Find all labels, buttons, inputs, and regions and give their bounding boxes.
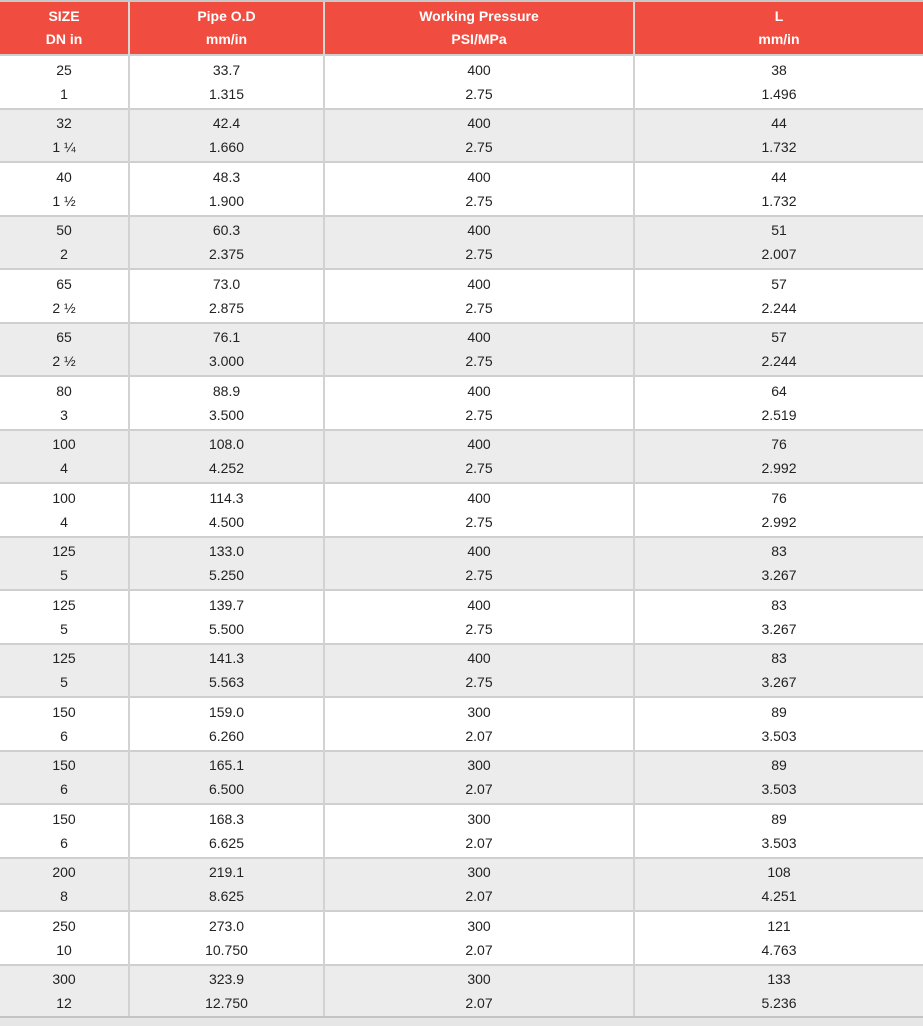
cell-pipe-od [129,162,324,216]
table-row [0,269,923,323]
cell-size-line1: 100 [52,489,76,506]
cell-size [0,269,129,323]
cell-pipe-od-line1: 114.3 [209,489,244,506]
cell-pipe-od [129,323,324,377]
cell-pipe-od [129,644,324,698]
cell-size-line1: 125 [52,650,76,667]
cell-l-line1: 64 [771,382,787,399]
cell-pipe-od-line1: 60.3 [212,222,241,239]
cell-pipe-od-line2: 5.500 [208,620,245,637]
cell-pipe-od-line1: 273.0 [208,917,245,934]
cell-pipe-od-line1: 139.7 [208,596,245,613]
cell-working-pressure-line1: 400 [467,489,491,506]
cell-l [634,216,923,270]
cell-working-pressure-line2: 2.07 [465,781,493,798]
cell-l-line2: 3.503 [761,727,797,744]
cell-l [634,430,923,484]
cell-l-line1: 121 [767,917,791,934]
cell-working-pressure-line1: 400 [467,543,491,560]
cell-working-pressure-line2: 2.75 [465,406,493,423]
cell-size [0,590,129,644]
pipe-spec-table [0,2,923,1017]
cell-pipe-od [129,697,324,751]
cell-working-pressure-line1: 400 [467,61,491,78]
table-row [0,323,923,377]
cell-size-line1: 125 [52,543,76,560]
cell-l-line1: 57 [771,329,787,346]
cell-size-line1: 50 [56,222,72,239]
header-size-line2: DN in [45,31,83,47]
cell-l [634,965,923,1018]
cell-working-pressure-line1: 400 [467,168,491,185]
cell-size [0,483,129,537]
cell-l-line2: 2.244 [761,299,797,316]
header-size-line1: SIZE [48,8,80,24]
bottom-divider [0,1016,923,1026]
cell-l-line2: 1.732 [761,192,797,209]
cell-working-pressure-line2: 2.07 [465,727,493,744]
cell-l-line2: 3.503 [761,781,797,798]
cell-size-line2: 4 [60,513,68,530]
cell-working-pressure [324,590,634,644]
cell-pipe-od-line1: 48.3 [212,168,241,185]
cell-size-line1: 100 [52,436,76,453]
cell-size-line2: 5 [60,620,68,637]
cell-working-pressure-line1: 400 [467,222,491,239]
cell-l-line2: 3.267 [761,567,797,584]
cell-pipe-od-line2: 2.375 [208,246,245,263]
table-row [0,537,923,591]
table-row [0,376,923,430]
cell-pipe-od-line1: 133.0 [208,543,245,560]
cell-l-line1: 89 [771,703,787,720]
cell-pipe-od-line2: 1.315 [208,85,245,102]
cell-size-line1: 150 [52,703,76,720]
cell-size-line1: 250 [52,917,76,934]
cell-size-line2: 2 ½ [52,353,76,370]
cell-working-pressure-line1: 400 [467,329,491,346]
cell-size [0,751,129,805]
cell-pipe-od [129,858,324,912]
cell-pipe-od [129,751,324,805]
cell-size [0,644,129,698]
cell-pipe-od-line2: 12.750 [205,995,248,1012]
cell-pipe-od-line2: 5.250 [208,567,245,584]
cell-l [634,804,923,858]
cell-size-line1: 40 [56,168,72,185]
cell-l-line2: 1.496 [761,85,797,102]
cell-pipe-od-line2: 4.252 [208,460,245,477]
cell-pipe-od-line1: 165.1 [208,757,245,774]
cell-working-pressure-line1: 300 [467,917,491,934]
cell-working-pressure-line2: 2.75 [465,139,493,156]
table-row [0,216,923,270]
cell-pipe-od [129,55,324,109]
cell-l [634,55,923,109]
cell-l [634,269,923,323]
cell-pipe-od-line2: 2.875 [208,299,245,316]
cell-l-line1: 38 [771,61,787,78]
cell-working-pressure-line2: 2.07 [465,995,493,1012]
cell-l-line1: 83 [771,543,787,560]
cell-size [0,162,129,216]
cell-working-pressure [324,911,634,965]
cell-pipe-od-line2: 1.900 [208,192,245,209]
cell-size-line2: 5 [60,674,68,691]
cell-working-pressure [324,858,634,912]
cell-working-pressure-line2: 2.07 [465,888,493,905]
cell-size-line2: 1 ½ [52,192,76,209]
cell-working-pressure [324,537,634,591]
cell-pipe-od [129,216,324,270]
cell-pipe-od-line1: 168.3 [208,810,245,827]
cell-working-pressure [324,965,634,1018]
table-row [0,590,923,644]
cell-l [634,376,923,430]
cell-l-line1: 44 [771,168,787,185]
cell-working-pressure-line2: 2.75 [465,192,493,209]
cell-l [634,911,923,965]
cell-l-line1: 108 [767,864,791,881]
cell-pipe-od [129,430,324,484]
cell-working-pressure-line1: 300 [467,864,491,881]
cell-pipe-od-line2: 3.500 [208,406,245,423]
cell-working-pressure [324,483,634,537]
cell-l [634,697,923,751]
cell-size [0,430,129,484]
cell-size [0,804,129,858]
cell-pipe-od-line1: 141.3 [208,650,245,667]
cell-size [0,911,129,965]
cell-l-line2: 2.244 [761,353,797,370]
cell-working-pressure-line2: 2.75 [465,674,493,691]
table-row [0,55,923,109]
cell-l [634,483,923,537]
cell-l-line1: 89 [771,757,787,774]
cell-working-pressure [324,55,634,109]
cell-l-line2: 1.732 [761,139,797,156]
table-header [0,2,923,55]
cell-size [0,965,129,1018]
cell-pipe-od-line2: 5.563 [208,674,245,691]
cell-size [0,323,129,377]
cell-size [0,858,129,912]
cell-working-pressure [324,644,634,698]
cell-working-pressure-line1: 300 [467,703,491,720]
table-row [0,804,923,858]
cell-working-pressure [324,269,634,323]
cell-l [634,537,923,591]
table-row [0,751,923,805]
cell-size-line1: 150 [52,810,76,827]
cell-working-pressure-line1: 400 [467,382,491,399]
cell-l [634,590,923,644]
cell-l [634,162,923,216]
cell-l-line2: 2.007 [761,246,797,263]
cell-size-line2: 5 [60,567,68,584]
cell-working-pressure-line1: 300 [467,810,491,827]
cell-size-line2: 12 [56,995,72,1012]
table-row [0,109,923,163]
cell-size [0,109,129,163]
cell-l-line2: 4.763 [761,941,797,958]
header-working-pressure [324,2,634,55]
header-working-pressure-line2: PSI/MPa [451,31,507,47]
cell-l-line1: 76 [771,436,787,453]
cell-working-pressure-line2: 2.75 [465,567,493,584]
table-row [0,430,923,484]
cell-pipe-od-line1: 323.9 [208,971,245,988]
cell-l-line1: 89 [771,810,787,827]
header-pipe-od-line1: Pipe O.D [197,8,256,24]
cell-l-line2: 2.992 [761,513,797,530]
table-row [0,644,923,698]
cell-l [634,858,923,912]
cell-size-line1: 300 [52,971,76,988]
cell-size-line2: 8 [60,888,68,905]
cell-working-pressure [324,109,634,163]
cell-size-line1: 32 [56,115,72,132]
cell-pipe-od [129,590,324,644]
cell-working-pressure-line1: 300 [467,757,491,774]
cell-size [0,376,129,430]
cell-working-pressure-line1: 400 [467,275,491,292]
cell-working-pressure-line2: 2.75 [465,513,493,530]
header-pipe-od-line2: mm/in [205,31,248,47]
cell-working-pressure-line1: 400 [467,115,491,132]
cell-working-pressure [324,216,634,270]
cell-pipe-od-line1: 73.0 [212,275,241,292]
cell-l-line1: 83 [771,650,787,667]
cell-l-line2: 2.992 [761,460,797,477]
header-l-line2: mm/in [758,31,800,47]
cell-working-pressure-line2: 2.75 [465,353,493,370]
cell-l-line2: 3.503 [761,834,797,851]
cell-size [0,216,129,270]
cell-working-pressure-line1: 400 [467,596,491,613]
cell-pipe-od [129,911,324,965]
cell-l-line1: 57 [771,275,787,292]
table-body [0,55,923,1017]
cell-working-pressure-line2: 2.75 [465,85,493,102]
cell-pipe-od [129,537,324,591]
cell-pipe-od-line1: 42.4 [212,115,241,132]
cell-pipe-od-line2: 4.500 [208,513,245,530]
cell-l [634,751,923,805]
cell-working-pressure-line1: 300 [467,971,491,988]
header-size [0,2,129,55]
cell-size-line1: 200 [52,864,76,881]
cell-l-line1: 83 [771,596,787,613]
cell-working-pressure-line2: 2.75 [465,460,493,477]
cell-working-pressure-line2: 2.07 [465,941,493,958]
cell-size-line2: 1 [60,85,68,102]
cell-pipe-od [129,376,324,430]
cell-working-pressure-line2: 2.75 [465,246,493,263]
cell-working-pressure [324,804,634,858]
cell-pipe-od-line2: 8.625 [208,888,245,905]
cell-l [634,644,923,698]
cell-working-pressure-line1: 400 [467,650,491,667]
cell-size-line1: 65 [56,329,72,346]
cell-pipe-od-line1: 159.0 [208,703,245,720]
table-row [0,911,923,965]
cell-size-line2: 6 [60,727,68,744]
cell-working-pressure [324,376,634,430]
cell-l [634,109,923,163]
header-l-line1: L [774,8,784,24]
cell-pipe-od-line2: 6.625 [208,834,245,851]
cell-pipe-od-line1: 219.1 [208,864,245,881]
cell-l-line1: 51 [771,222,787,239]
cell-size [0,55,129,109]
table-row [0,965,923,1018]
table-row [0,697,923,751]
cell-pipe-od-line1: 33.7 [212,61,241,78]
cell-working-pressure-line2: 2.75 [465,620,493,637]
cell-working-pressure [324,162,634,216]
cell-size-line2: 10 [56,941,72,958]
cell-working-pressure-line1: 400 [467,436,491,453]
cell-l-line2: 5.236 [761,995,797,1012]
cell-size [0,537,129,591]
cell-size-line1: 150 [52,757,76,774]
cell-l [634,323,923,377]
cell-l-line1: 133 [767,971,791,988]
table-row [0,162,923,216]
cell-pipe-od-line1: 88.9 [212,382,241,399]
cell-pipe-od-line2: 10.750 [205,941,248,958]
cell-working-pressure [324,697,634,751]
cell-pipe-od [129,269,324,323]
cell-size-line2: 1 ¼ [52,139,76,156]
cell-pipe-od [129,483,324,537]
header-row [0,2,923,55]
cell-size-line2: 6 [60,834,68,851]
cell-pipe-od-line2: 6.500 [208,781,245,798]
cell-working-pressure-line2: 2.75 [465,299,493,316]
cell-size-line2: 6 [60,781,68,798]
cell-size-line2: 2 ½ [52,299,76,316]
cell-working-pressure [324,430,634,484]
cell-pipe-od-line2: 1.660 [208,139,245,156]
cell-working-pressure [324,751,634,805]
header-l [634,2,923,55]
table-row [0,858,923,912]
cell-working-pressure [324,323,634,377]
cell-l-line2: 4.251 [761,888,797,905]
cell-l-line2: 2.519 [761,406,797,423]
cell-size [0,697,129,751]
cell-pipe-od [129,965,324,1018]
table-row [0,483,923,537]
cell-l-line1: 76 [771,489,787,506]
cell-size-line1: 80 [56,382,72,399]
cell-size-line1: 65 [56,275,72,292]
cell-size-line1: 125 [52,596,76,613]
cell-l-line2: 3.267 [761,620,797,637]
cell-size-line2: 4 [60,460,68,477]
cell-size-line1: 25 [56,61,72,78]
header-working-pressure-line1: Working Pressure [419,8,539,24]
cell-size-line2: 2 [60,246,68,263]
cell-pipe-od [129,804,324,858]
cell-pipe-od-line2: 6.260 [208,727,245,744]
cell-pipe-od-line1: 76.1 [212,329,241,346]
cell-pipe-od-line2: 3.000 [208,353,245,370]
cell-size-line2: 3 [60,406,68,423]
cell-pipe-od [129,109,324,163]
cell-pipe-od-line1: 108.0 [208,436,245,453]
header-pipe-od [129,2,324,55]
cell-l-line2: 3.267 [761,674,797,691]
cell-working-pressure-line2: 2.07 [465,834,493,851]
cell-l-line1: 44 [771,115,787,132]
